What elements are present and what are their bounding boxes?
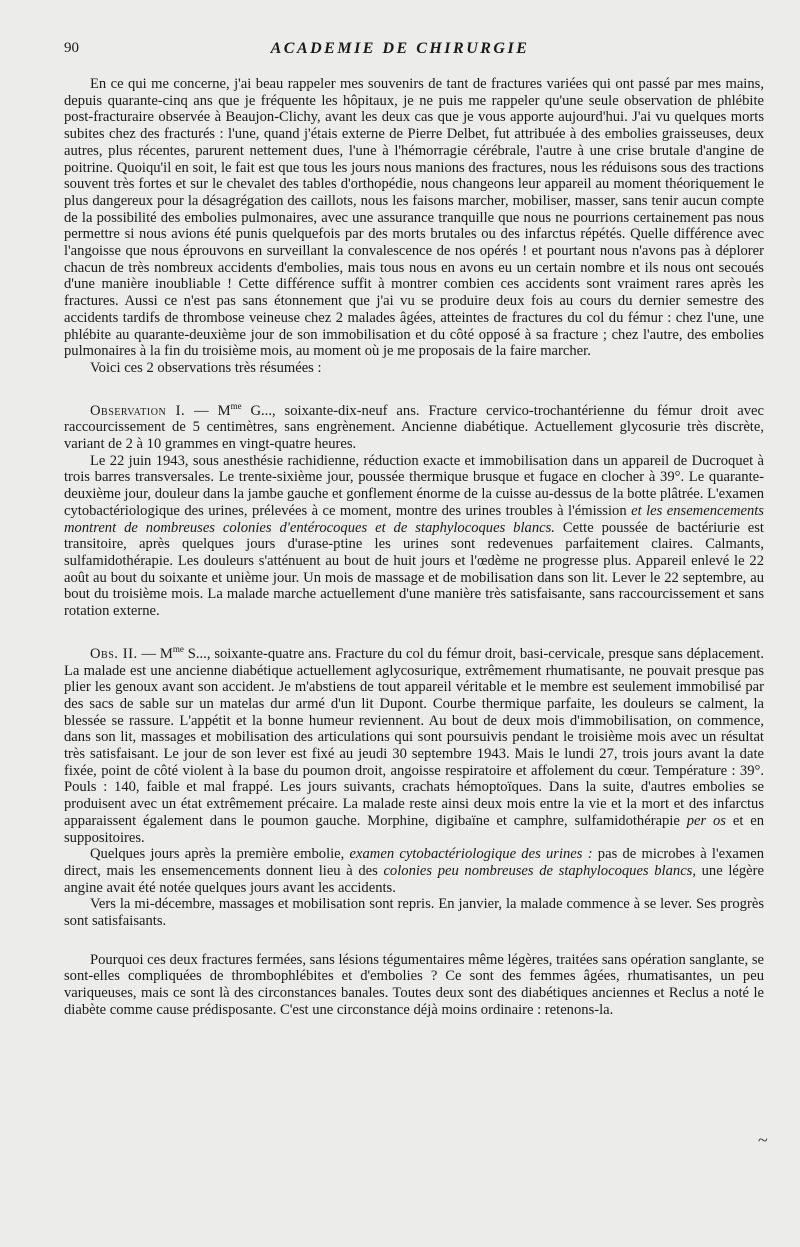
observation-2-p2-italic-2: colonies peu nombreuses de staphylocoques blancs, <box>383 862 696 879</box>
observation-1-italic: et les ensemencements montrent de nombreuses colonies d'entérocoques et de staphylocoques blancs. <box>64 502 764 536</box>
observation-1-text-b: Cette poussée de bactériurie est transitoire, après quelques jours d'urase-ptine les urines sont redevenues parfaitement claires. Calmants, sulfamidothérapie. Les douleurs s'atténuent au bout de huit jours et l'œdème ne progresse plus. Appareil enlevé le 22 août au bout du soixante et unième jour. Un mois de massage et de mobilisation dans son lit. Lever le 22 septembre, au bout du troisième mois. La malade marche actuellement d'une manière très satisfaisante, sans raccourcissement et sans rotation externe. <box>64 519 764 620</box>
observation-2-dash: — M <box>137 645 173 662</box>
observation-2-title-sup: me <box>172 643 184 654</box>
observation-1-title-sup: me <box>230 400 242 411</box>
observation-2-label: Obs. II. <box>90 645 138 662</box>
observation-2-paragraph-3: Vers la mi-décembre, massages et mobilisation sont repris. En janvier, la malade commence à se lever. Ses progrès sont satisfaisants. <box>64 896 764 930</box>
section-gap <box>64 377 764 403</box>
section-gap <box>64 620 764 646</box>
observation-2-italic: per os <box>686 812 726 829</box>
observation-1-dash: — M <box>185 402 231 419</box>
running-title: ACADEMIE DE CHIRURGIE <box>270 40 530 57</box>
observation-2-text-a: S..., soixante-quatre ans. Fracture du col du fémur droit, basi-cervicale, presque sans déplacement. La malade est une ancienne diabétique actuellement aglycosurique, extrêmement rhumatisante, ne pouvait presque pas plier les genoux avant son accident. Je m'abstiens de tout appareil véritable et le membre est seulement immobilisé par des sacs de sable sur un matelas dur armé d'un lit Dupont. Courbe thermique parfaite, les douleurs se calment, la blessée se rassure. L'appétit et la bonne humeur reviennent. Au bout de deux mois d'immobilisation, on commence, dans son lit, massages et mobilisation des articulations qui sont poursuivis pendant le troisième mois avec un résultat très satisfaisant. Le jour de son lever est fixé au jeudi 30 septembre 1943. Mais le lundi 27, trois jours avant la date fixée, point de côté violent à la base du poumon droit, angoisse respiratoire et affolement du cœur. Température : 39°. Pouls : 140, faible et mal frappé. Les jours suivants, crachats hémoptoïques. Dans la suite, d'autres embolies se produisent avec un état extrêmement précaire. La malade reste ainsi deux mois entre la vie et la mort et des infarctus apparaissent également dans le poumon gauche. Morphine, digibaïne et camphre, sulfamidothérapie <box>64 645 765 829</box>
observation-2-p2-text-b: pas de microbes à l'examen direct, mais les ensemencements donnent lieu à des <box>64 846 764 879</box>
intro-paragraph-1: En ce qui me concerne, j'ai beau rappeler mes souvenirs de tant de fractures variées qui ont passé par mes mains, depuis quarante-cinq ans que je fréquente les hôpitaux, je ne puis me rappeler qu'une seule observation de phlébite post-fracturaire observée à Beaujon-Clichy, avant les deux cas que je vous apporte aujourd'hui. J'ai vu quelques morts subites chez des fracturés : l'une, quand j'étais externe de Pierre Delbet, fut attribuée à des embolies graisseuses, deux autres, plus récentes, parurent nettement dues, l'une à l'hémorragie cérébrale, l'autre à une crise brutale d'angine de poitrine. Quoiqu'il en soit, le fait est que tous les jours nous manions des fractures, nous les réduisons sous des tractions souvent très fortes et sur le chevalet des tables d'orthopédie, nous changeons leur appareil au moment théoriquement le plus dangereux pour la désagrégation des caillots, nous les faisons marcher, mobiliser, masser, sans tenir aucun compte de la possibilité des embolies pulmonaires, avec une assurance tranquille que nous ne pourrions certainement pas nous permettre si nous avions été punis quelquefois par des morts brutales ou des infarctus répétés. Quelle différence avec l'angoisse que nous éprouvons en surveillant la convalescence de nos opérés ! et pourtant nous n'avons pas à déplorer chacun de très nombreux accidents d'embolies, mais tous nous en avons eu un certain nombre et ils nous ont secoués d'une manière inoubliable ! Cette différence suffit à montrer combien ces accidents sont vraiment rares après les fractures. Aussi ce n'est pas sans étonnement que j'ai vu se produire deux fois au cours du dernier semestre des accidents tardifs de thrombose veineuse chez 2 malades âgées, atteintes de fractures du col du fémur : chez l'une, une phlébite au quarante-deuxième jour de son immobilisation et du côté opposé à sa fracture ; chez l'autre, des embolies pulmonaires à la fin du troisième mois, au moment où je me proposais de la faire marcher. <box>64 76 764 360</box>
intro-paragraph-2: Voici ces 2 observations très résumées : <box>90 359 322 376</box>
observation-1-paragraph-2 <box>64 453 764 620</box>
observation-1-intro-text: G..., soixante-dix-neuf ans. Fracture cervico-trochantérienne du fémur droit avec raccourcissement de 5 centimètres, sans engrènement. Ancienne diabétique. Actuellement glycosurie très discrète, variant de 2 à 10 grammes en vingt-quatre heures. <box>64 402 764 453</box>
observation-2-p2-italic-1: examen cytobactériologique des urines : <box>349 846 593 863</box>
observation-2-p2-text-a: Quelques jours après la première embolie, <box>90 846 350 863</box>
observation-2-p2-text-c: une légère angine avait été notée quelques jours avant les accidents. <box>64 862 764 896</box>
page-number: 90 <box>64 40 79 56</box>
observation-2-text-b: et en suppositoires. <box>64 812 764 846</box>
observation-2-paragraph-2 <box>64 846 764 896</box>
page-header <box>0 40 800 62</box>
observation-1-label: Observation I. <box>90 402 186 419</box>
section-gap <box>64 930 764 952</box>
closing-paragraph: Pourquoi ces deux fractures fermées, sans lésions tégumentaires même légères, traitées sans opération sanglante, se sont-elles compliquées de thrombophlébites et d'embolies ? Ce sont des femmes âgées, rhumatisantes, un peu variqueuses, mais ce sont là des circonstances banales. Toutes deux sont des diabétiques anciennes et Reclus a noté le diabète comme cause prédisposante. C'est une circonstance déjà moins ordinaire : retenons-la. <box>64 951 764 1018</box>
margin-mark: ~ <box>758 1130 768 1150</box>
body-text <box>64 76 764 1019</box>
observation-1-paragraph-1 <box>64 400 764 453</box>
observation-1-text-a: Le 22 juin 1943, sous anesthésie rachidienne, réduction exacte et immobilisation dans un appareil de Ducroquet à trois barres transversales. Le trente-sixième jour, poussée thermique brusque et fugace en clocher à 39°. Le quarante-deuxième jour, douleur dans la jambe gauche et gonflement énorme de la cuisse au-dessus de la botte plâtrée. L'examen cytobactériologique des urines, prélevées à ce moment, montre des urines troubles à l'émission <box>64 452 764 519</box>
observation-2-paragraph-1 <box>64 643 765 846</box>
